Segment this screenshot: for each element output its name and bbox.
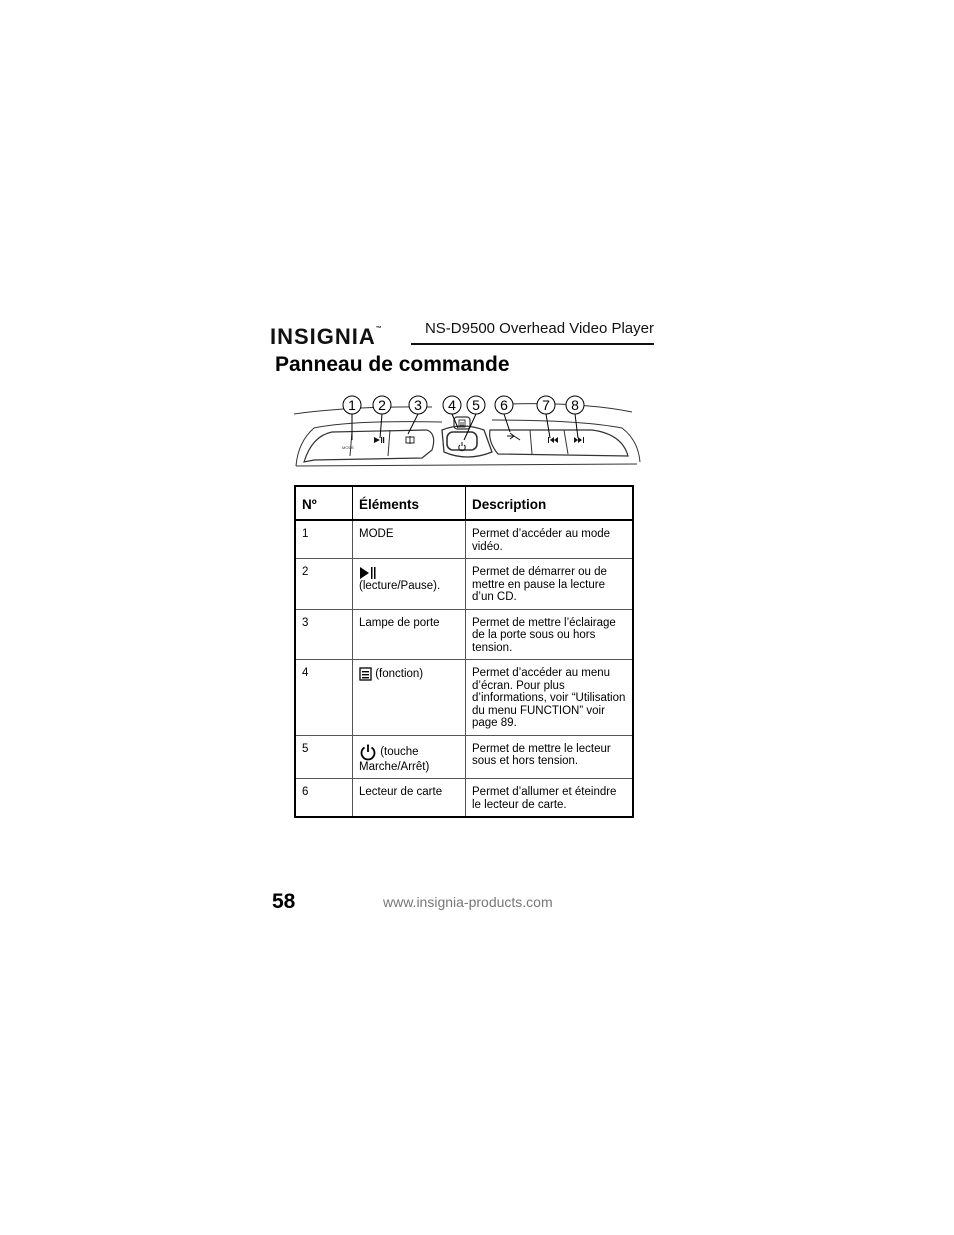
- callout-4-label: 4: [448, 397, 456, 413]
- panel-card-reader-icon: [507, 433, 520, 440]
- callout-6-label: 6: [500, 397, 508, 413]
- panel-play-pause-icon: [374, 437, 384, 443]
- panel-next-icon: [574, 437, 584, 443]
- row-number: 6: [295, 779, 353, 818]
- callout-3-label: 3: [414, 397, 422, 413]
- button-divider-4: [564, 430, 568, 454]
- col-header-description: Description: [466, 486, 634, 520]
- table-header-row: [295, 486, 633, 520]
- header-rule: [411, 343, 654, 345]
- col-header-no: Nº: [295, 486, 353, 520]
- callout-8-label: 8: [571, 397, 579, 413]
- row-element: MODE: [353, 520, 466, 559]
- col-header-elements: Éléments: [353, 486, 466, 520]
- button-divider-3: [530, 430, 532, 454]
- row-number: 1: [295, 520, 353, 559]
- row-description: Permet d’allumer et éteindre le lecteur de carte.: [466, 779, 634, 818]
- row-description: Permet d’accéder au mode vidéo.: [466, 520, 634, 559]
- section-title: Panneau de commande: [275, 353, 510, 376]
- center-button-cluster: [442, 426, 492, 457]
- row-number: 5: [295, 735, 353, 779]
- callout-2-label: 2: [378, 397, 386, 413]
- product-title: NS-D9500 Overhead Video Player: [424, 320, 654, 337]
- controls-table: [294, 485, 634, 818]
- left-button-cluster: [304, 430, 434, 462]
- row-number: 2: [295, 559, 353, 610]
- table-row: [295, 520, 633, 559]
- table-row: [295, 660, 633, 736]
- callout-5-label: 5: [472, 397, 480, 413]
- row-element: [353, 660, 466, 736]
- row-description: Permet d’accéder au menu d’écran. Pour plus d’informations, voir “Utilisation du menu FUNCTION” voir page 89.: [466, 660, 634, 736]
- panel-door-lamp-icon: [406, 436, 414, 444]
- button-divider-2: [388, 430, 390, 456]
- footer-url[interactable]: www.insignia-products.com: [383, 894, 553, 910]
- row-number: 3: [295, 609, 353, 660]
- brand-logo: [270, 324, 383, 350]
- row-description: Permet de mettre l’éclairage de la porte sous ou hors tension.: [466, 609, 634, 660]
- table-row: [295, 779, 633, 818]
- table-row: [295, 735, 633, 779]
- row-element-label: (touche Marche/Arrêt): [359, 745, 430, 773]
- brand-trademark: ™: [375, 326, 383, 332]
- power-icon: [359, 743, 377, 761]
- table-row: [295, 609, 633, 660]
- page-header: [268, 318, 654, 349]
- row-element-label: (fonction): [375, 668, 424, 681]
- row-element: [353, 559, 466, 610]
- play-pause-icon: [359, 566, 377, 580]
- brand-name: INSIGNIA: [270, 324, 376, 349]
- row-number: 4: [295, 660, 353, 736]
- row-element: Lecteur de carte: [353, 779, 466, 818]
- power-button-outline: [447, 432, 477, 450]
- mode-button-label: MODE: [342, 445, 354, 450]
- panel-housing-bottom: [296, 464, 637, 466]
- row-element: Lampe de porte: [353, 609, 466, 660]
- callout-1-label: 1: [348, 397, 356, 413]
- table-row: [295, 559, 633, 610]
- row-description: Permet de démarrer ou de mettre en pause la lecture d’un CD.: [466, 559, 634, 610]
- control-panel-illustration: [292, 392, 642, 472]
- function-icon: [359, 667, 372, 681]
- row-description: Permet de mettre le lecteur sous et hors tension.: [466, 735, 634, 779]
- page-number: 58: [272, 890, 296, 913]
- row-element: [353, 735, 466, 779]
- row-element-label: (lecture/Pause).: [359, 580, 441, 592]
- callout-7-label: 7: [542, 397, 550, 413]
